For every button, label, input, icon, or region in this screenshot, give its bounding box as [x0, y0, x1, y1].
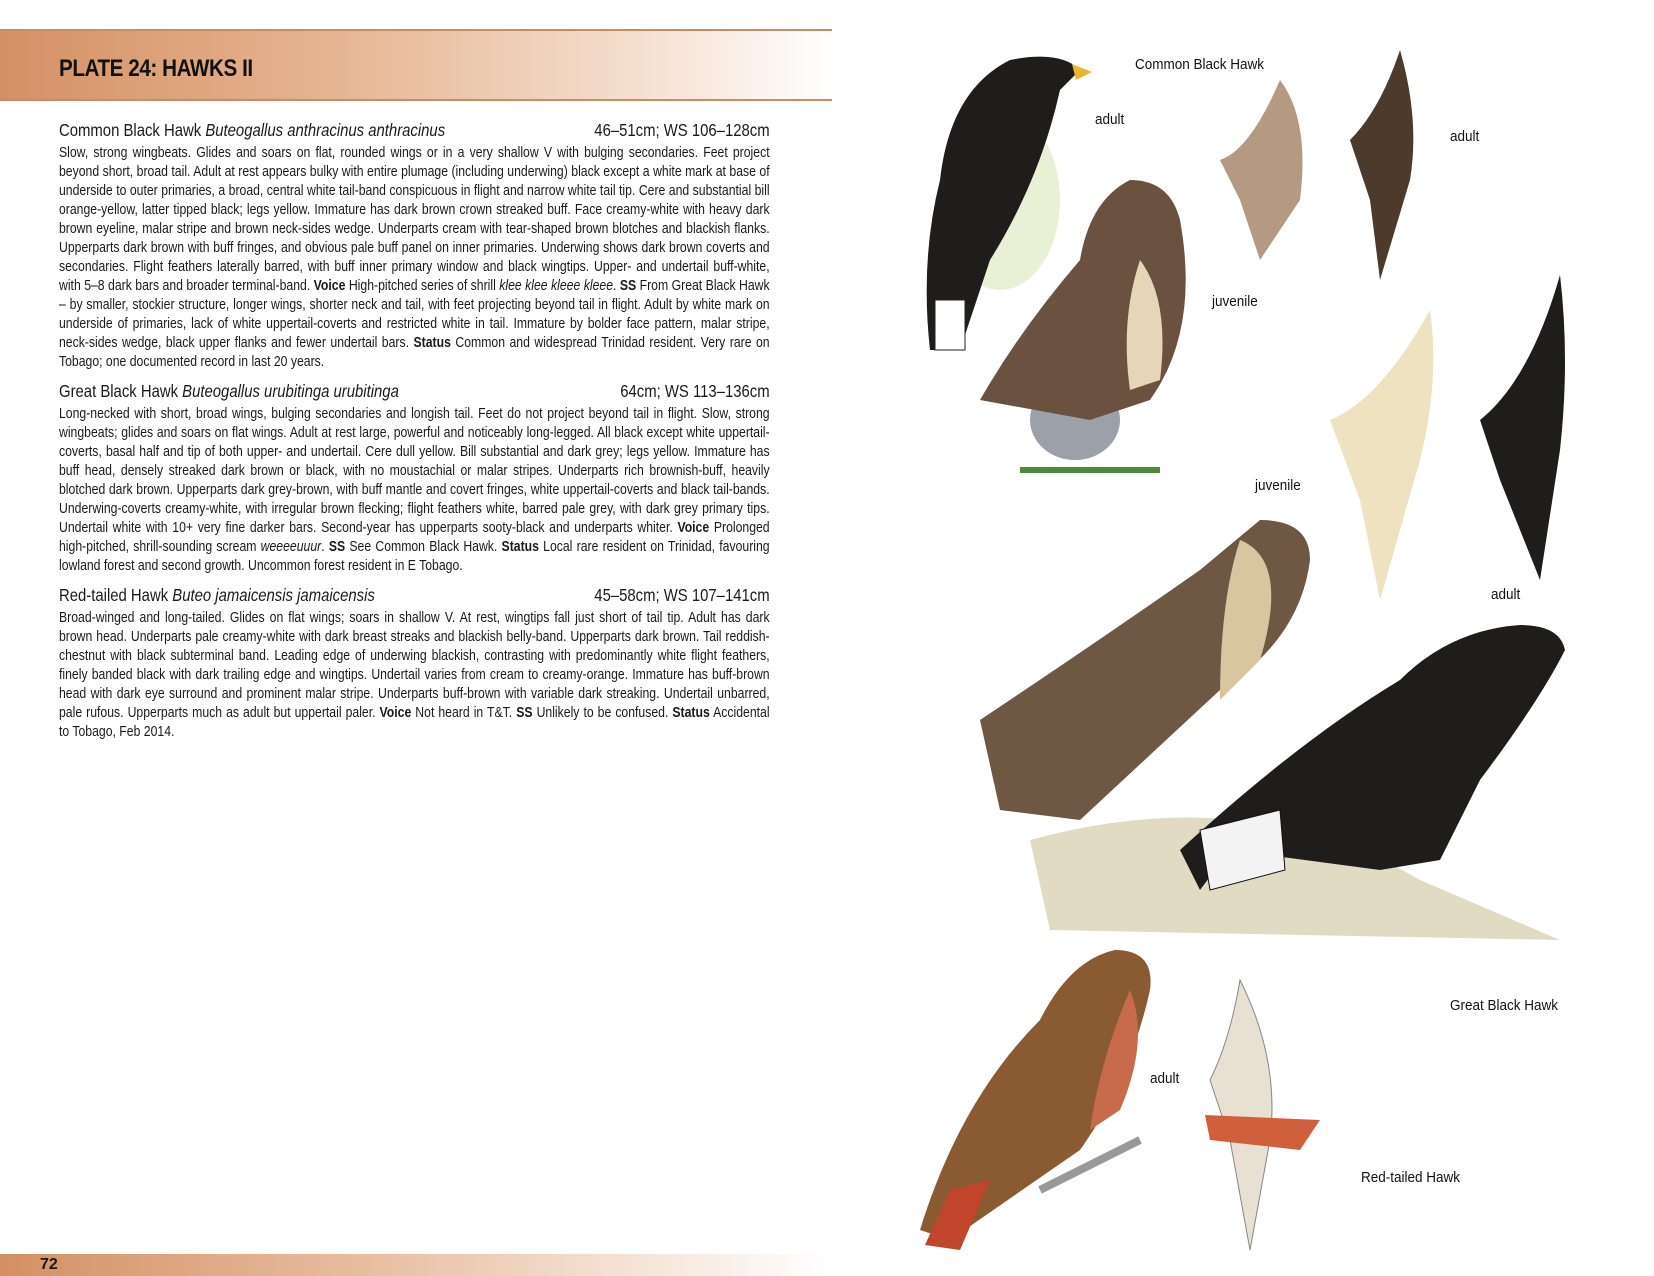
- common-black-hawk-juvenile-flight-illustration: [1220, 80, 1303, 260]
- species-common-name: Great Black Hawk: [59, 381, 179, 401]
- label-rth-adult: adult: [1150, 1070, 1180, 1087]
- species-description: [59, 144, 770, 372]
- ss-text: See Common Black Hawk.: [349, 539, 498, 555]
- ss-label: SS: [516, 705, 533, 721]
- species-common-name: Common Black Hawk: [59, 120, 202, 140]
- status-label: Status: [413, 335, 451, 351]
- species-heading: [59, 585, 770, 606]
- species-size: 46–51cm; WS 106–128cm: [594, 120, 770, 140]
- voice-label: Voice: [677, 520, 710, 536]
- species-heading: [59, 120, 770, 141]
- species-description: [59, 609, 770, 742]
- voice-call: weeeeuuur: [260, 539, 322, 555]
- voice-call: klee klee kleee kleee: [499, 278, 614, 294]
- label-cbh-adult-perched: adult: [1095, 111, 1125, 128]
- hawk-illustration-plate: [880, 30, 1654, 1270]
- label-cbh-juvenile: juvenile: [1212, 293, 1258, 310]
- label-cbh-adult-flight: adult: [1450, 128, 1480, 145]
- species-scientific-name: Buteogallus anthracinus anthracinus: [205, 120, 446, 140]
- ss-label: SS: [619, 278, 637, 294]
- species-scientific-name: Buteo jamaicensis jamaicensis: [172, 585, 375, 605]
- status-label: Status: [672, 705, 710, 721]
- species-common-name: Red-tailed Hawk: [59, 585, 169, 605]
- species-heading: [59, 381, 770, 402]
- species-scientific-name: Buteogallus urubitinga urubitinga: [182, 381, 399, 401]
- species-description: [59, 405, 770, 576]
- common-black-hawk-adult-flight-illustration: [1350, 50, 1413, 280]
- status-text: Common and widespread Trinidad resident. Very rare on Tobago; one documented record in last 20 years.: [59, 335, 770, 370]
- ss-text: From Great Black Hawk – by smaller, stockier structure, longer wings, shorter neck and tail, with feet projecting beyond tail in flight. Adult by white mark on underside of primaries, lack of white uppertail-coverts and restricted white in tail. Immature by bolder face pattern, malar stripe, neck-sides wedge, black upper flanks and fewer undertail bars.: [59, 278, 770, 351]
- status-text: Accidental to Tobago, Feb 2014.: [59, 705, 770, 740]
- label-red-tailed-hawk: Red-tailed Hawk: [1361, 1169, 1461, 1186]
- great-black-hawk-adult-flight-illustration: [1480, 275, 1565, 580]
- label-gbh-adult: adult: [1491, 586, 1521, 603]
- species-size: 45–58cm; WS 107–141cm: [594, 585, 770, 605]
- voice-label: Voice: [313, 278, 346, 294]
- ss-text: Unlikely to be confused.: [536, 705, 669, 721]
- description-text: Slow, strong wingbeats. Glides and soars on flat, rounded wings or in a very shallow V with bulging secondaries. Feet project beyond short, broad tail. Adult at rest appears bulky with entire plumage (including underwing) black except a white mark at base of underside to outer primaries, a broad, central white tail-band conspicuous in flight and narrow white tail tip. Cere and substantial bill orange-yellow, latter tipped black; legs yellow. Immature has dark brown crown streaked buff. Face creamy-white with heavy dark brown eyeline, malar stripe and brown neck-sides wedge. Underparts cream with tear-shaped brown blotches and blackish flanks. Upperparts dark brown with buff fringes, and obvious pale buff panel on inner primaries. Underwing shows dark brown coverts and secondaries. Flight feathers laterally barred, with buff inner primary window and black wingtips. Upper- and undertail buff-white, with 5–8 dark bars and broader terminal-band.: [59, 145, 770, 294]
- red-tailed-hawk-flight-illustration: [1205, 980, 1320, 1250]
- ss-label: SS: [328, 539, 346, 555]
- footer-band: [0, 1254, 832, 1276]
- red-tailed-hawk-adult-perched-illustration: [920, 950, 1151, 1250]
- species-entry-common-black-hawk: [59, 120, 770, 372]
- label-great-black-hawk: Great Black Hawk: [1450, 997, 1559, 1014]
- description-text: Long-necked with short, broad wings, bulging secondaries and longish tail. Feet do not project beyond tail in flight. Slow, strong wingbeats; glides and soars on flat wings. Adult at rest large, powerful and noticeably long-legged. All black except white uppertail-coverts, basal half and tip of both upper- and undertail. Cere dull yellow. Bill substantial and dark grey; legs yellow. Immature has buff head, densely streaked dark brown or black, with no moustachial or malar stripes. Underparts rich brownish-buff, heavily blotched dark brown. Upperparts dark grey-brown, with buff mantle and covert fringes, white uppertail-coverts and black tail-bands. Underwing-coverts creamy-white, with irregular brown flecking; flight feathers white, barred pale grey, with dark grey primary tips. Undertail white with 10+ very fine darker bars. Second-year has upperparts sooty-black and underparts whiter.: [59, 406, 770, 536]
- voice-text: Prolonged high-pitched, shrill-sounding scream: [59, 520, 770, 555]
- page-number: 72: [40, 1256, 58, 1273]
- voice-text: Not heard in T&T.: [415, 705, 513, 721]
- voice-text: High-pitched series of shrill: [348, 278, 496, 294]
- great-black-hawk-juvenile-perched-illustration: [980, 520, 1310, 820]
- description-text: Broad-winged and long-tailed. Glides on flat wings; soars in shallow V. At rest, wingtips fall just short of tail tip. Adult has dark brown head. Underparts pale creamy-white with dark breast streaks and blackish belly-band. Upperparts dark brown. Tail reddish-chestnut with black subterminal band. Leading edge of underwing blackish, contrasting with predominantly white flight feathers, finely banded black with dark trailing edge and wingtips. Undertail varies from cream to creamy-orange. Immature has buff-brown head with dark eye surround and prominent malar stripe. Underparts buff-brown with variable dark streaking. Undertail unbarred, pale rufous. Upperparts much as adult but uppertail paler.: [59, 610, 770, 721]
- voice-label: Voice: [379, 705, 412, 721]
- voice-end: .: [321, 539, 325, 555]
- status-text: Local rare resident on Trinidad, favouring lowland forest and second growth. Uncommon forest resident in E Tobago.: [59, 539, 770, 574]
- status-label: Status: [501, 539, 539, 555]
- species-entry-red-tailed-hawk: [59, 585, 770, 742]
- page-title: PLATE 24: HAWKS II: [59, 55, 253, 82]
- voice-end: .: [613, 278, 617, 294]
- species-text-column: [59, 120, 770, 751]
- label-common-black-hawk: Common Black Hawk: [1135, 56, 1265, 73]
- species-entry-great-black-hawk: [59, 381, 770, 576]
- great-black-hawk-juvenile-flight-illustration: [1330, 310, 1433, 600]
- label-gbh-juvenile: juvenile: [1255, 477, 1301, 494]
- species-size: 64cm; WS 113–136cm: [620, 381, 770, 401]
